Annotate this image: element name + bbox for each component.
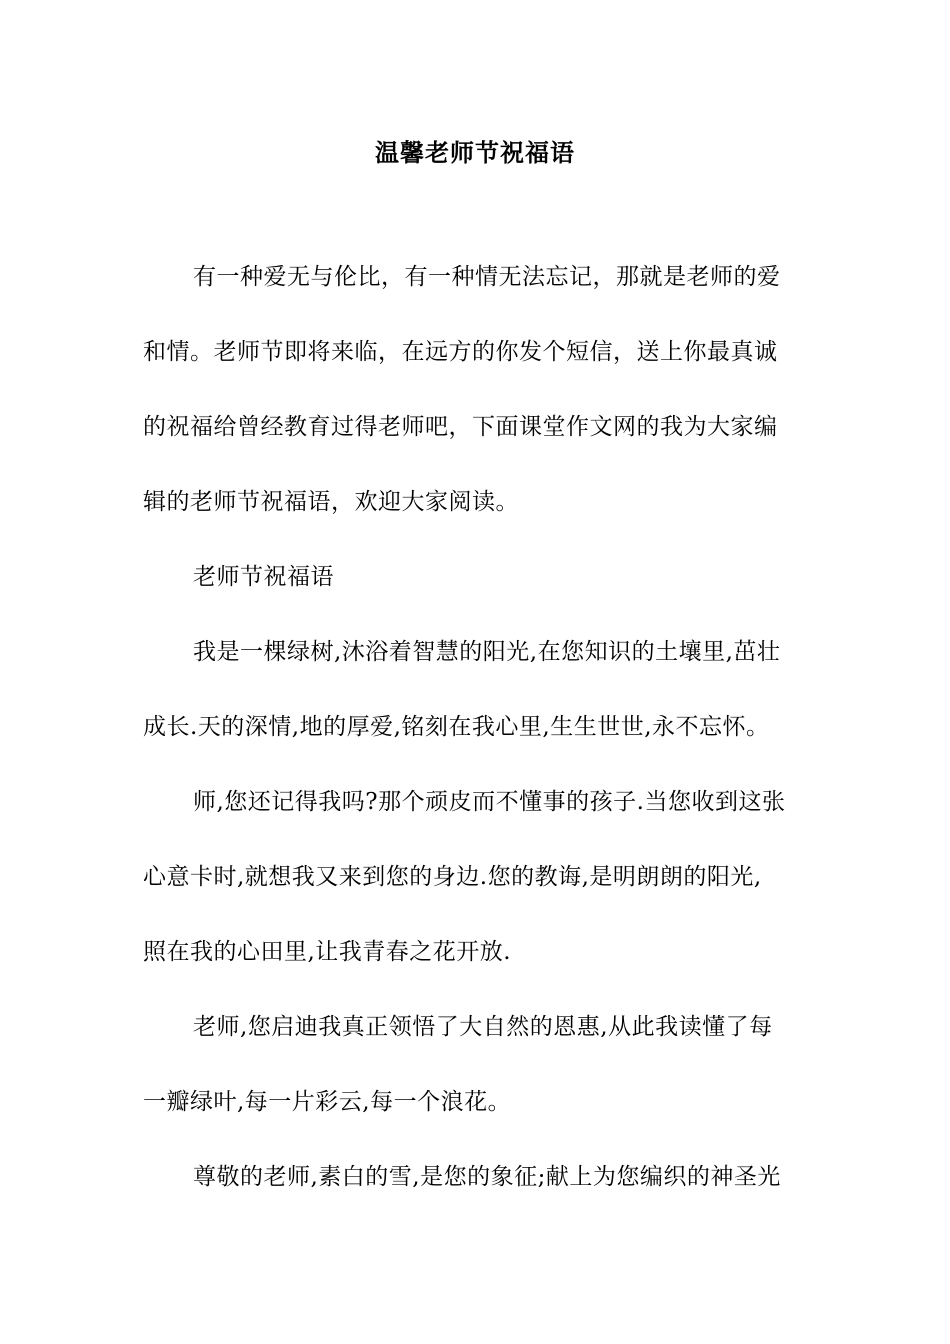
paragraph-line: 尊敬的老师,素白的雪,是您的象征;献上为您编织的神圣光 [193, 1164, 781, 1190]
section-heading: 老师节祝福语 [193, 564, 334, 590]
document-title: 温馨老师节祝福语 [375, 138, 575, 167]
paragraph-line: 老师,您启迪我真正领悟了大自然的恩惠,从此我读懂了每 [193, 1014, 773, 1040]
paragraph-line: 我是一棵绿树,沐浴着智慧的阳光,在您知识的土壤里,茁壮 [193, 639, 781, 665]
paragraph-line: 成长.天的深情,地的厚爱,铭刻在我心里,生生世世,永不忘怀。 [143, 714, 770, 740]
paragraph-line: 辑的老师节祝福语，欢迎大家阅读。 [143, 489, 519, 515]
paragraph-line: 心意卡时,就想我又来到您的身边.您的教诲,是明朗朗的阳光, [143, 864, 762, 890]
paragraph-line: 师,您还记得我吗?那个顽皮而不懂事的孩子.当您收到这张 [193, 789, 786, 815]
paragraph-line: 有一种爱无与伦比，有一种情无法忘记，那就是老师的爱 [193, 264, 781, 290]
paragraph-line: 照在我的心田里,让我青春之花开放. [143, 939, 512, 965]
paragraph-line: 和情。老师节即将来临，在远方的你发个短信，送上你最真诚 [143, 339, 778, 365]
paragraph-line: 的祝福给曾经教育过得老师吧，下面课堂作文网的我为大家编 [143, 414, 778, 440]
paragraph-line: 一瓣绿叶,每一片彩云,每一个浪花。 [143, 1089, 512, 1115]
